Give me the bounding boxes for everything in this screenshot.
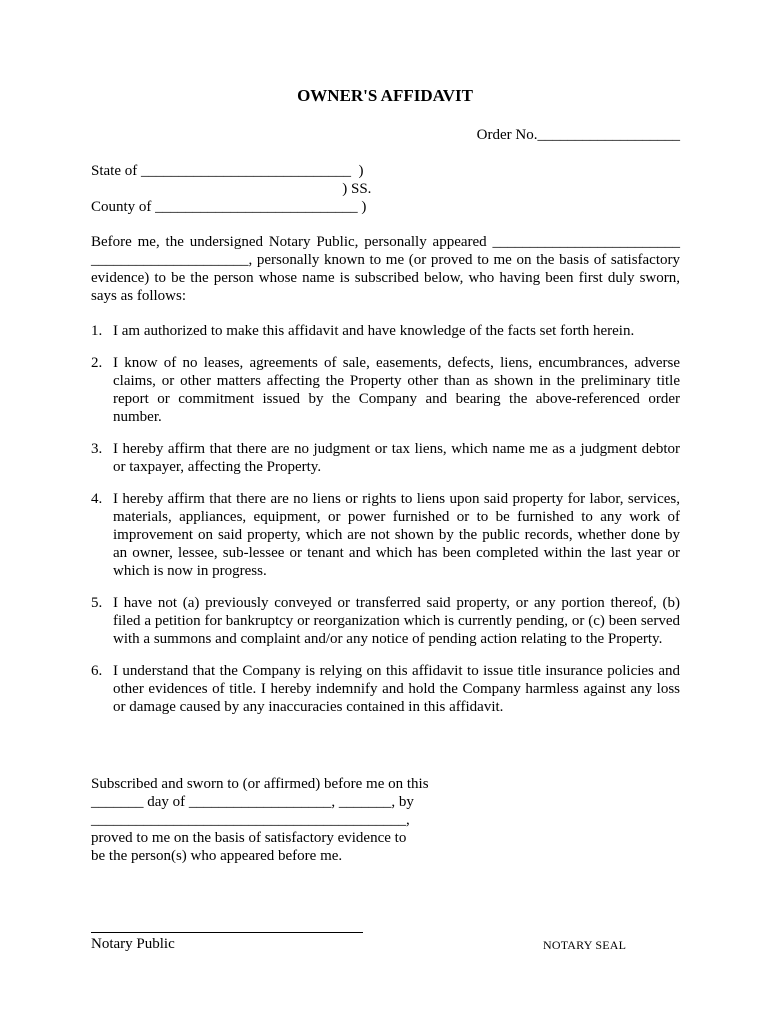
jurat-block: [91, 775, 451, 865]
jurat-line: __________________________________________,: [91, 812, 410, 828]
notary-signature-line: [91, 932, 363, 933]
statement-number: 6.: [91, 663, 103, 679]
intro-paragraph: Before me, the undersigned Notary Public, personally appeared _________________________ _____________________, personally known to me (or proved to me on the basis of satisfactory evidence) to be the person whose name is subscribed below, who having been first duly sworn, says as follows:: [91, 234, 680, 304]
document-title: OWNER'S AFFIDAVIT: [297, 86, 473, 105]
statement-number: 1.: [91, 323, 103, 339]
statement-text: I hereby affirm that there are no judgment or tax liens, which name me as a judgment debtor or taxpayer, affecting the Property.: [113, 441, 680, 475]
order-number-field: Order No.___________________: [476, 127, 680, 143]
statement-item: [91, 662, 680, 716]
statement-text: I have not (a) previously conveyed or transferred said property, or any portion thereof, (b) filed a petition for bankruptcy or reorganization which is currently pending, or (c) been served with a summons and complaint and/or any notice of pending action relating to the Property.: [113, 595, 680, 647]
statement-item: [91, 440, 680, 476]
jurat-line: Subscribed and sworn to (or affirmed) before me on this: [91, 776, 429, 792]
statement-text: I understand that the Company is relying on this affidavit to issue title insurance policies and other evidences of title. I hereby indemnify and hold the Company harmless against any loss or damage caused by any inaccuracies contained in this affidavit.: [113, 663, 680, 715]
notary-seal-label: NOTARY SEAL: [543, 938, 627, 952]
county-line: County of ___________________________ ): [91, 199, 367, 215]
statement-item: [91, 322, 680, 340]
statement-number: 5.: [91, 595, 103, 611]
statement-number: 3.: [91, 441, 103, 457]
venue-block: [91, 162, 371, 216]
state-line: State of ____________________________ ): [91, 163, 364, 179]
jurat-line: be the person(s) who appeared before me.: [91, 848, 343, 864]
statement-text: I hereby affirm that there are no liens or rights to liens upon said property for labor, services, materials, appliances, equipment, or power furnished or to be furnished to any work of improvement on said property, which are not shown by the public records, whether done by an owner, lessee, sub-lessee or tenant and which has been completed within the last year or which is now in progress.: [113, 491, 680, 579]
statement-item: [91, 354, 680, 426]
statement-number: 2.: [91, 355, 103, 371]
statement-text: I know of no leases, agreements of sale, easements, defects, liens, encumbrances, adverse claims, or other matters affecting the Property other than as shown in the preliminary title report or commitment issued by the Company and bearing the above-referenced order number.: [113, 355, 680, 425]
jurat-line: proved to me on the basis of satisfactory evidence to: [91, 830, 407, 846]
statement-number: 4.: [91, 491, 103, 507]
jurat-line: _______ day of ___________________, _______, by: [91, 794, 414, 810]
notary-public-label: Notary Public: [91, 936, 175, 952]
ss-line: ) SS.: [91, 181, 372, 197]
statement-item: [91, 594, 680, 648]
statement-text: I am authorized to make this affidavit and have knowledge of the facts set forth herein.: [113, 323, 635, 339]
statement-item: [91, 490, 680, 580]
affidavit-statements: [91, 322, 680, 730]
